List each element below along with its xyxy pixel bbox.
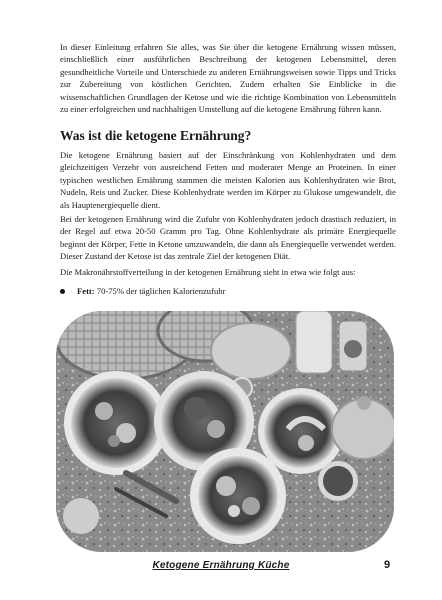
intro-paragraph: In dieser Einleitung erfahren Sie alles, was Sie über die ketogene Ernährung wissen müssen, einschließlich einer ausführlichen Beschreibung der ketogenen Lebensmittel, deren gesundheitliche Vorteile und Unterschiede zu anderen Ernährungsweisen sowie Tipps und Tricks zur Zubereitung von köstlichen Gerichten. Zudem erhalten Sie Einblicke in die wissenschaftlichen Grundlagen der Ketose und wie die richtige Kombination von Lebensmitteln zu einer erfolgreichen und nachhaltigen Umstellung auf die ketogene Ernährung führen kann. (60, 42, 396, 115)
bullet-label: Fett: (77, 286, 95, 296)
macro-bullet-item (60, 285, 225, 297)
body-paragraph-3: Die Makronährstoffverteilung in der ketogenen Ernährung sieht in etwa wie folgt aus: (60, 267, 356, 277)
bullet-text: 70-75% der täglichen Kalorienzufuhr (94, 286, 226, 296)
body-paragraph-2: Bei der ketogenen Ernährung wird die Zufuhr von Kohlenhydraten jedoch drastisch reduziert, in der Regel auf etwa 20-50 Gramm pro Tag. Ohne Kohlenhydrate als primäre Energiequelle beginnt der Körper, Fette in Ketone umzuwandeln, die dann als Energiequelle verwendet werden. Dieser Zustand der Ketose ist das zentrale Ziel der ketogenen Diät. (60, 214, 396, 262)
section-heading: Was ist die ketogene Ernährung? (60, 128, 252, 143)
bullet-icon (60, 289, 65, 294)
food-photo (56, 311, 394, 552)
footer-book-title: Ketogene Ernährung Küche (152, 560, 290, 571)
page-number: 9 (384, 559, 391, 571)
body-paragraph-1: Die ketogene Ernährung basiert auf der Einschränkung von Kohlenhydraten und dem gleichzeitigen Verzehr von ausreichend Fetten und moderater Menge an Proteinen. In einer typischen westlichen Ernährung stammen die meisten Kalorien aus Kohlenhydraten wie Brot, Nudeln, Reis und Zucker. Diese Kohlenhydrate werden im Körper zu Glukose umgewandelt, die als Hauptenergiequelle dient. (60, 150, 396, 210)
